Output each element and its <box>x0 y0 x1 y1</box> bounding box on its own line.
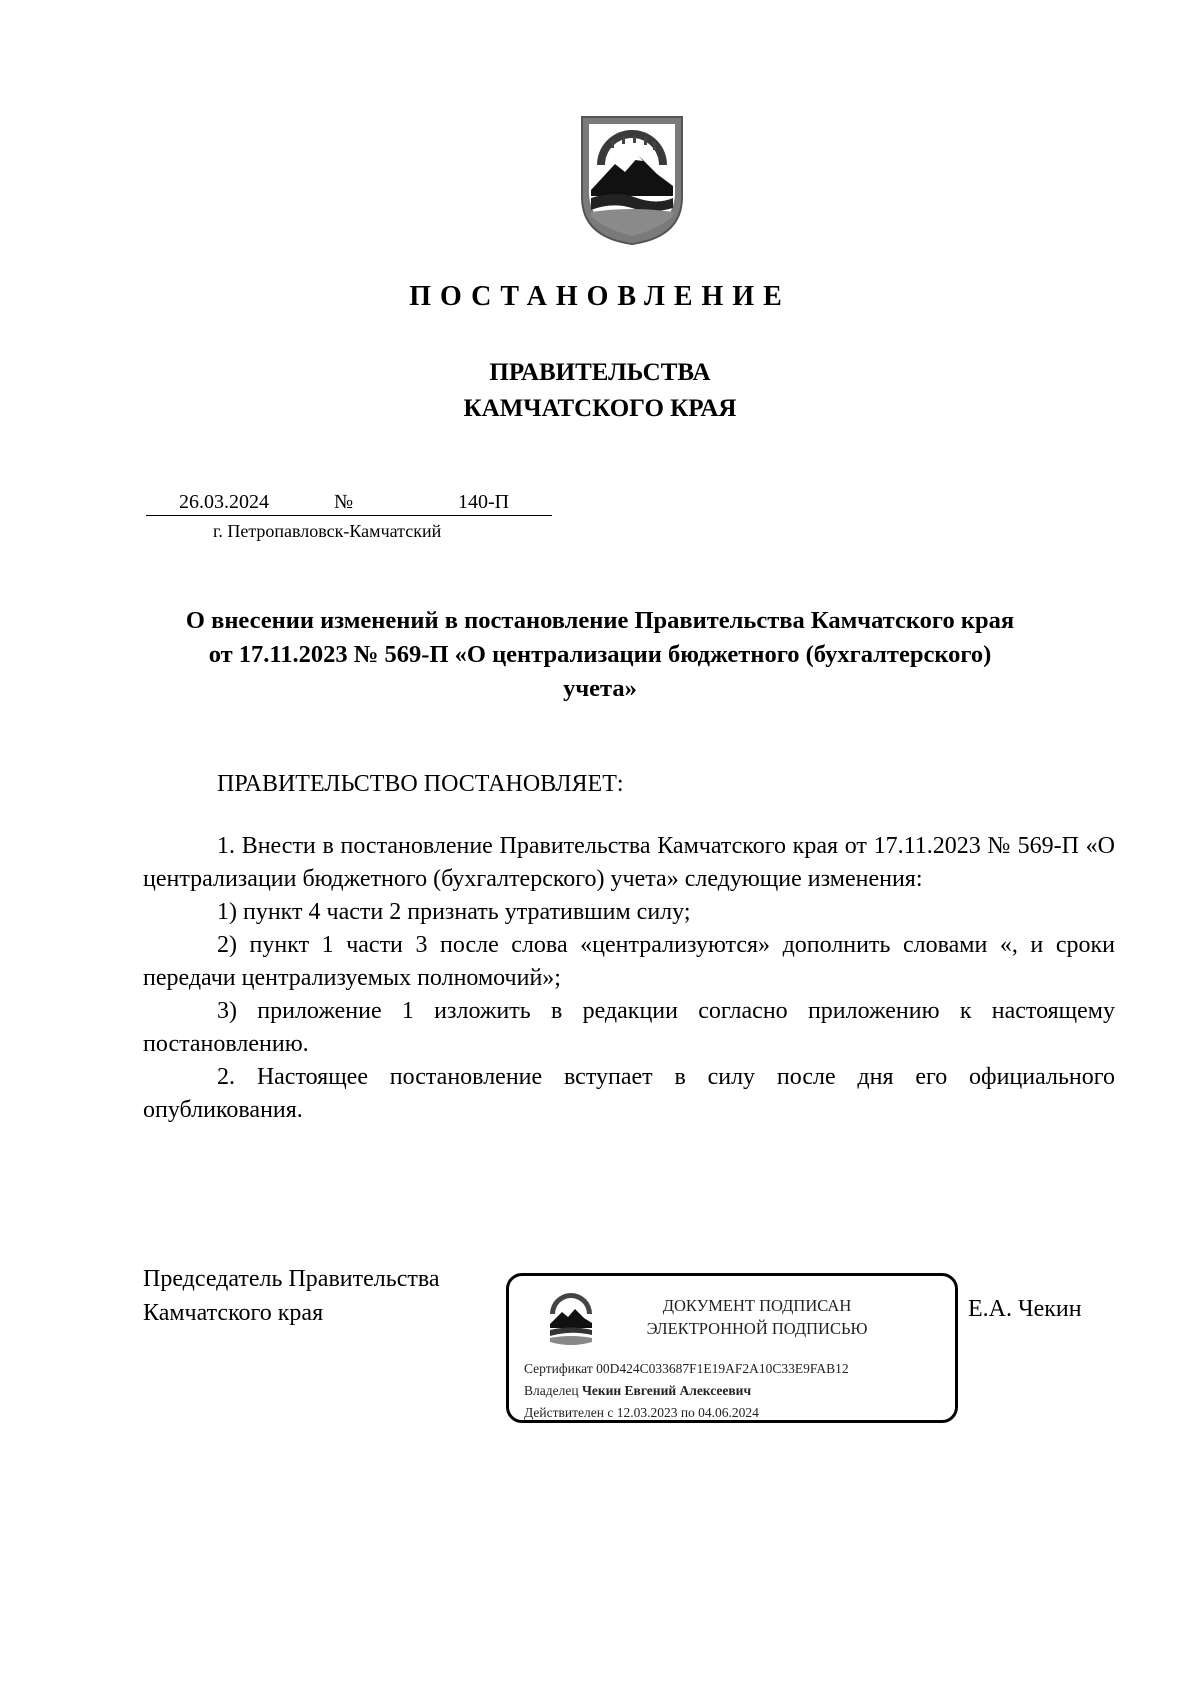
signer-name: Е.А. Чекин <box>968 1296 1082 1322</box>
signer-position <box>143 1262 440 1330</box>
valid-from-label: с <box>607 1405 614 1420</box>
owner-label: Владелец <box>524 1383 579 1398</box>
valid-to-date: 04.06.2024 <box>698 1405 759 1420</box>
electronic-signature-stamp <box>506 1273 958 1423</box>
subject-line-3: учета» <box>563 675 637 702</box>
body-paragraph: 2. Настоящее постановление вступает в силу после дня его официального опубликования. <box>143 1064 1115 1123</box>
certificate-value: 00D424C033687F1E19AF2A10C33E9FAB12 <box>596 1361 849 1376</box>
number-sign: № <box>334 491 354 513</box>
subject-line-1: О внесении изменений в постановление Правительства Камчатского края <box>185 607 1015 634</box>
signature-heading-line-1: ДОКУМЕНТ ПОДПИСАН <box>662 1296 852 1315</box>
document-type-title: ПОСТАНОВЛЕНИЕ <box>409 281 791 312</box>
signer-position-line-2: Камчатского края <box>143 1300 324 1326</box>
certificate-label: Сертификат <box>524 1361 593 1376</box>
kamchatka-emblem-small-icon <box>546 1290 596 1348</box>
document-date: 26.03.2024 <box>179 491 269 513</box>
signer-position-line-1: Председатель Правительства <box>143 1266 440 1292</box>
document-subject <box>120 604 1080 706</box>
issuer-block <box>0 355 1200 427</box>
owner-row <box>524 1383 751 1399</box>
city-name: г. Петропавловск-Камчатский <box>213 521 442 541</box>
valid-from-date: 12.03.2023 <box>616 1405 678 1420</box>
decree-statement: ПРАВИТЕЛЬСТВО ПОСТАНОВЛЯЕТ: <box>217 771 624 797</box>
validity-label: Действителен <box>524 1405 604 1420</box>
certificate-row <box>524 1361 849 1377</box>
document-body <box>143 768 1115 1127</box>
body-paragraph: 3) приложение 1 изложить в редакции согласно приложению к настоящему постановлению. <box>143 998 1115 1057</box>
body-paragraph: 1. Внести в постановление Правительства Камчатского края от 17.11.2023 № 569-П «О централизации бюджетного (бухгалтерского) учета» следующие изменения: <box>143 833 1115 892</box>
valid-to-label: по <box>680 1405 695 1420</box>
body-paragraph: 2) пункт 1 части 3 после слова «централизуются» дополнить словами «, и сроки передачи централизуемых полномочий»; <box>143 932 1115 991</box>
body-paragraph: 1) пункт 4 части 2 признать утратившим силу; <box>217 899 691 925</box>
signature-heading-line-2: ЭЛЕКТРОННОЙ ПОДПИСЬЮ <box>646 1319 868 1338</box>
signature-heading <box>609 1294 905 1340</box>
document-number: 140-П <box>458 491 510 513</box>
issuer-line-1: ПРАВИТЕЛЬСТВА <box>489 359 711 386</box>
issuer-line-2: КАМЧАТСКОГО КРАЯ <box>463 395 737 422</box>
owner-value: Чекин Евгений Алексеевич <box>581 1383 752 1398</box>
date-number-line <box>146 491 552 516</box>
validity-row <box>524 1405 759 1421</box>
kamchatka-coat-of-arms-icon <box>577 112 687 247</box>
subject-line-2: от 17.11.2023 № 569-П «О централизации бюджетного (бухгалтерского) <box>208 641 992 668</box>
